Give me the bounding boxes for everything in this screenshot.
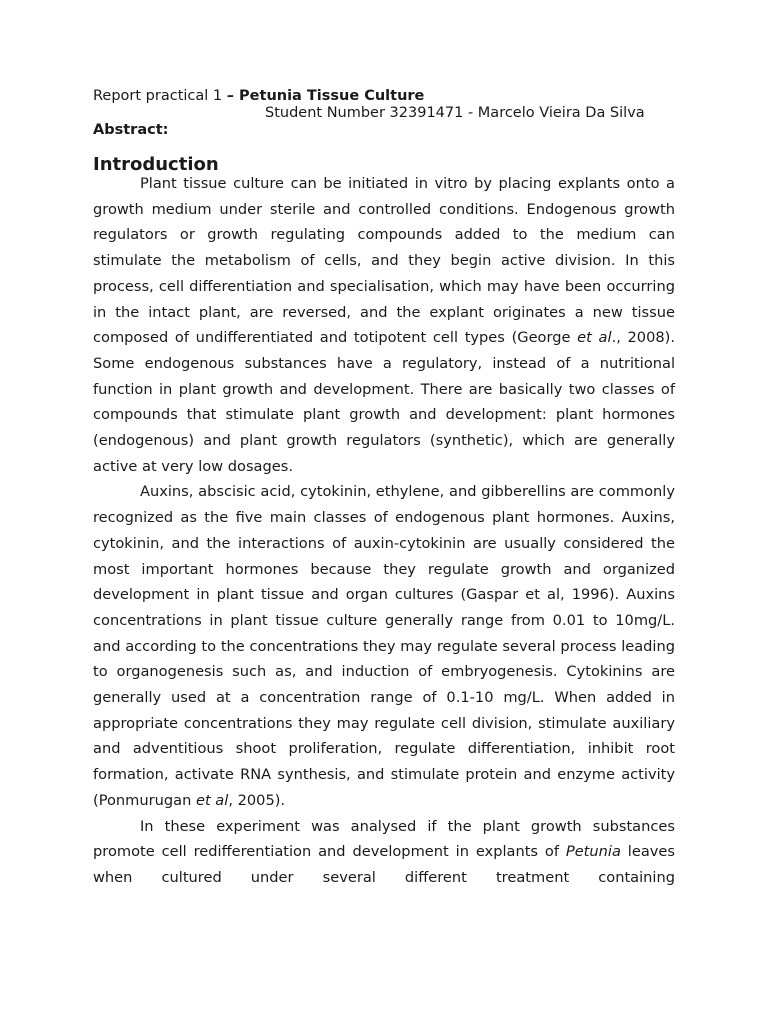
p1-text-a: Plant tissue culture can be initiated in vitro by placing explants onto a growth medium under sterile and controlled conditions. Endogenous growth regulators or growth regulating compounds added to the medium can stimulate the metabolism of cells, and they begin active division. In this process, cell differentiation and specialisation, which may have been occurring in the intact plant, are reversed, and the explant originates a new tissue composed of undifferentiated and totipotent cell types (George [93, 175, 675, 347]
student-info: Student Number 32391471 - Marcelo Vieira Da Silva [265, 105, 645, 121]
p3-petunia: Petunia [565, 843, 621, 861]
paragraph-2 [93, 479, 675, 813]
introduction-heading: Introduction [93, 154, 219, 175]
report-title-prefix: Report practical 1 [93, 88, 227, 104]
p3-text-b: leaves when cultured under several different treatment containing [93, 843, 675, 886]
report-title-main: – Petunia Tissue Culture [226, 88, 425, 104]
paragraph-1 [93, 171, 675, 479]
p1-et-al: et al [577, 329, 612, 347]
paragraph-3 [93, 814, 675, 891]
p2-text-b: , 2005). [228, 791, 286, 809]
p3-text-a: In these experiment was analysed if the plant growth substances promote cell redifferentiation and development in explants of [93, 817, 675, 861]
p2-et-al: et al [195, 791, 229, 809]
abstract-heading: Abstract: [93, 122, 169, 138]
introduction-body [93, 171, 675, 891]
p2-text-a: Auxins, abscisic acid, cytokinin, ethylene, and gibberellins are commonly recognized as the five main classes of endogenous plant hormones. Auxins, cytokinin, and the interactions of auxin-cytokinin are usually considered the most important hormones because they regulate growth and organized development in plant tissue and organ cultures (Gaspar et al, 1996). Auxins concentrations in plant tissue culture generally range from 0.01 to 10mg/L. and according to the concentrations they may regulate several process leading to organogenesis such as, and induction of embryogenesis. Cytokinins are generally used at a concentration range of 0.1-10 mg/L. When added in appropriate concentrations they may regulate cell division, stimulate auxiliary and adventitious shoot proliferation, regulate differentiation, inhibit root formation, activate RNA synthesis, and stimulate protein and enzyme activity (Ponmurugan [93, 483, 675, 809]
p1-text-b: ., 2008). Some endogenous substances have a regulatory, instead of a nutritional function in plant growth and development. There are basically two classes of compounds that stimulate plant growth and development: plant hormones (endogenous) and plant growth regulators (synthetic), which are generally active at very low dosages. [93, 329, 675, 475]
report-title [93, 87, 424, 105]
